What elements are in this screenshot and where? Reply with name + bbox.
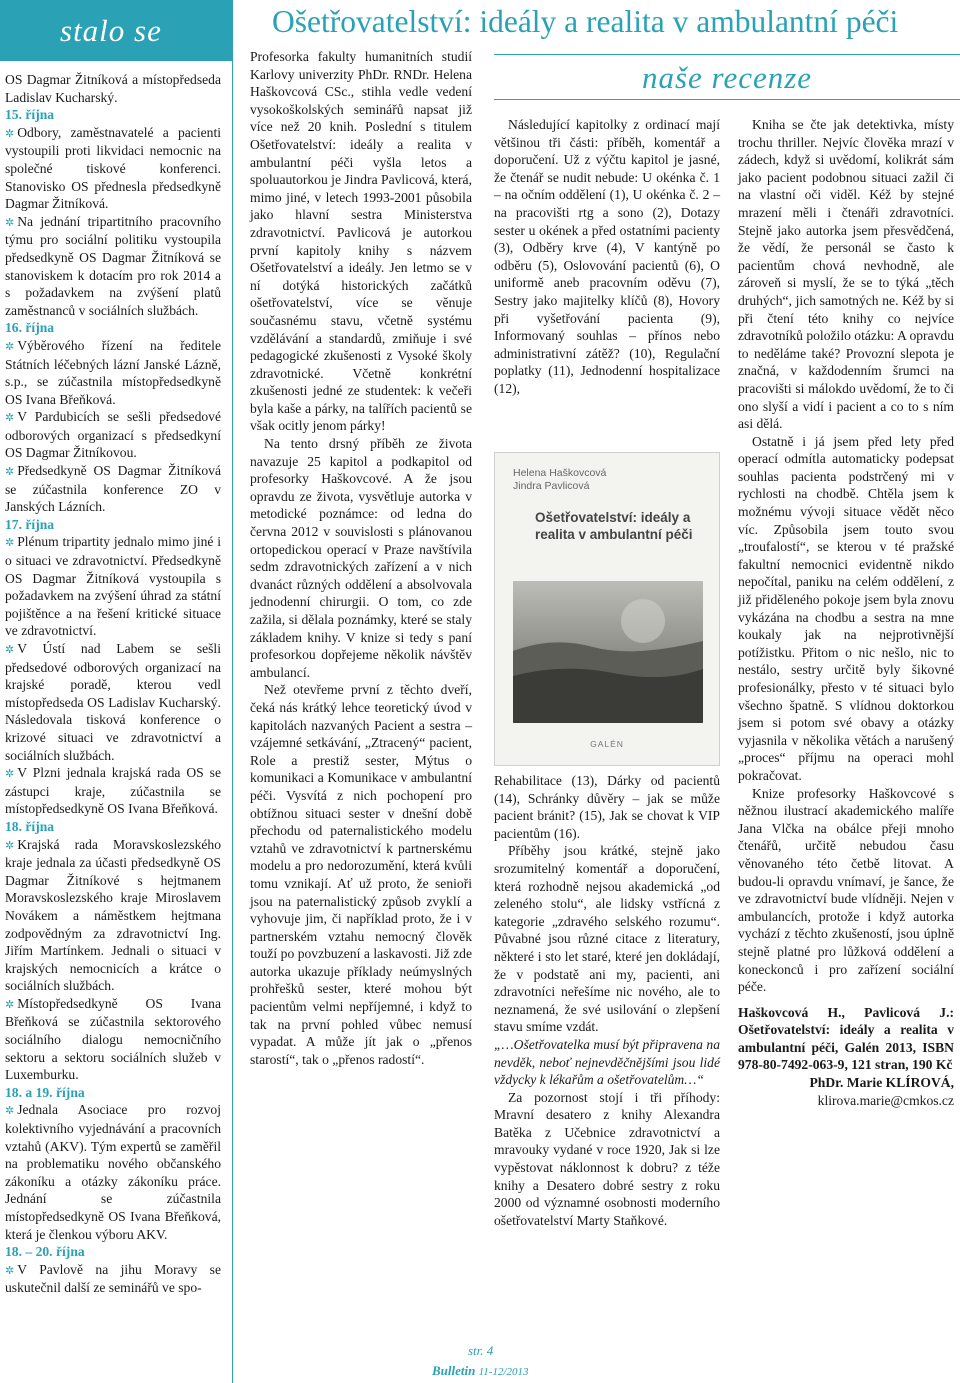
news-item: ✲ Předsedkyně OS Dagmar Žitníková se zúčastnila konference ZO v Janských Lázních. xyxy=(5,463,221,515)
article-column-3 xyxy=(738,116,954,1109)
book-cover-image xyxy=(494,452,720,766)
star-bullet-icon: ✲ xyxy=(5,997,15,1011)
star-bullet-icon: ✲ xyxy=(5,1263,15,1277)
news-item: ✲ V Plzni jednala krajská rada OS se zástupci kraje, zúčastnila se místopředsedkyně OS Ivana Břeňková. xyxy=(5,765,221,817)
date-heading: 18. a 19. října xyxy=(5,1084,85,1100)
book-cover-painting xyxy=(513,581,703,723)
paragraph: Příběhy jsou krátké, stejně jako srozumitelný komentář a doporučení, která rozhodně nejsou akademická „od zeleného stolu“, ale lidsky vstřícná z kategorie „zdravého selského rozumu“. Půvabné jsou různé citace z literatury, některé i sto let staré, které jen dokládají, že v podstatě ani my, pacienti, ani zdravotníci neřešíme nic nového, ale to neznamená, že své usilování o zlepšení stavu smíme vzdát. xyxy=(494,843,720,1035)
star-bullet-icon: ✲ xyxy=(5,536,15,550)
date-heading: 18. – 20. října xyxy=(5,1244,85,1260)
news-item: ✲ Krajská rada Moravskoslezského kraje jednala za účasti předsedkyně OS Dagmar Žitníkové s hejtmanem Moravskoslezského kraje Miroslavem Novákem a náměstkem hejtmana zodpovědným za zdravotnictví Ing. Jiřím Martínkem. Jednali o situaci v krajských nemocnicích a krátce o sociálních službách. xyxy=(5,836,221,994)
news-item: ✲ V Pavlově na jihu Moravy se uskutečnil další ze seminářů ve spo- xyxy=(5,1261,221,1296)
book-authors: Helena Haškovcová Jindra Pavlicová xyxy=(513,467,607,492)
intro-text: OS Dagmar Žitníková a místopředseda Ladislav Kucharský. xyxy=(5,72,221,105)
star-bullet-icon: ✲ xyxy=(5,838,15,852)
article-column-2 xyxy=(494,116,720,398)
book-citation: Haškovcová H., Pavlicová J.: Ošetřovatelství: ideály a realita v ambulantní péči, Galén 2013, ISBN 978-80-7492-063-9, 121 stran, 190 Kč xyxy=(738,1004,954,1073)
paragraph: Kniha se čte jak detektivka, místy trochu thriller. Nejvíc člověka mrazí v zádech, když si uvědomí, kolikrát sám jako pacient podobnou situaci zažil či na vlastní oči viděl. Kéž by stejné mrazení měli i čtenáři zdravotníci. Stejně jako autorka jsem přesvědčená, že vědí, že personál se často k pacientům chová nevhodně, ale zároveň si myslí, že se to týká „těch druhých“, jich samotných ne. Kéž by si při čtení této knihy co nejvíce zdravotníků položilo otázku: A opravdu to neděláme také? Provozní slepota je značná, v každodenním šrumci na pracovišti si málokdo uvědomí, že to či ono slyší a vidí i pacient a co to s ním asi dělá. xyxy=(738,117,954,432)
article-column-2-continued xyxy=(494,772,720,1229)
magazine-name: Bulletin xyxy=(432,1363,476,1378)
paragraph: Za pozornost stojí i tři příhody: Mravní desatero z knihy Alexandra Batěka z Učebnice zdravotnictví a mravouky vydané v roce 1920, Jak si lze vypěstovat náklonnost k dobru? z téže knihy a Desatero dobré sestry z roku 2000 od významné osobnosti moderního ošetřovatelství Marty Staňkové. xyxy=(494,1089,720,1228)
paragraph: Ostatně i já jsem před lety před operací odmítla automaticky podepsat souhlas pacienta podstrčený mi v rychlosti na chodbě. Chtěla jsem k možnému vývoji situace vědět něco víc. Způsobila jsem touto svou „troufalostí“, se kterou v té pražské fakultní nemocnici evidentně nikdo nepočítal, paniku na celém oddělení, z již přiděleného pokoje jsem byla znovu vykázána na chodbu a sestra na mne koukaly jak na nejprotivnější potížistku. Přitom o nic nešlo, nic to nestálo, sestry určitě byly šikovné profesionálky, přesto v té situaci bylo všechno špatně. S vlídnou doktorkou jsem si potom své obavy a otázky vyjasnila v několika větách a narušený „proces“ příjmu na operaci mohl pokračovat. xyxy=(738,433,954,783)
paragraph: Následující kapitolky z ordinací mají většinou tři části: příběh, komentář a doporučení. Už z výčtu kapitol je jasné, že čtenář se nudit nebude: U okénka č. 1 – na očním oddělení (1), U okénka č. 2 – na pracovišti rtg a sono (2), Dotazy sester u okének a před ostatními pacienty (3), Odběry krve (4), V kantýně po odběru (5), Oslovování pacientů (6), O uniformě aneb pracovním oděvu (7), Sestry jako majitelky klíčů (8), Hovory při vyšetřování pacienta (9), Informovaný souhlas – přínos nebo administrativní zátěž? (10), Regulační poplatky (11), Jednodenní hospitalizace (12), xyxy=(494,117,720,396)
news-item: ✲ Plénum tripartity jednalo mimo jiné i o situaci ve zdravotnictví. Předsedkyně OS Dagmar Žitníková vystoupila s požadavkem na zvýšení úhrad za státní pojištěnce a na řešení kritické situace ve zdravotnictví. xyxy=(5,534,221,639)
magazine-footer xyxy=(432,1363,529,1379)
paragraph: Knize profesorky Haškovcové s něžnou ilustrací akademického malíře Jana Vlčka na obálce přeji mnoho čtenářů, určitě nebudou času věnovaného této četbě litovat. A budou-li opravdu vnímaví, je šance, že ve zdravotnictví bude vlídněji. Nejen v ambulancích, protože i když autorka vychází z těchto zkušeností, jsou úplně stejně platné pro lůžková oddělení a koneckonců i pro zařízení sociální péče. xyxy=(738,785,954,995)
star-bullet-icon: ✲ xyxy=(5,215,15,229)
star-bullet-icon: ✲ xyxy=(5,767,15,781)
column-divider xyxy=(232,0,233,1383)
star-bullet-icon: ✲ xyxy=(5,643,15,656)
paragraph: Rehabilitace (13), Dárky od pacientů (14), Schránky důvěry – jak se může pacient bránit? (15), Jak se chovat k VIP pacientům (16). xyxy=(494,773,720,841)
date-heading: 16. října xyxy=(5,320,55,336)
star-bullet-icon: ✲ xyxy=(5,339,15,353)
star-bullet-icon: ✲ xyxy=(5,411,15,425)
news-item: ✲ Odbory, zaměstnavatelé a pacienti vystoupili proti likvidaci nemocnic na společné tiskové konferenci. Stanovisko OS přednesla předsedkyně Dagmar Žitníková. xyxy=(5,124,221,212)
author-name: PhDr. Marie KLÍROVÁ, xyxy=(809,1075,954,1091)
section-banner-nase-recenze: naše recenze xyxy=(494,54,960,100)
star-bullet-icon: ✲ xyxy=(5,126,15,140)
news-column xyxy=(5,71,221,1297)
author-email: klirova.marie@cmkos.cz xyxy=(817,1092,954,1108)
paragraph: Na tento drsný příběh ze života navazuje 25 kapitol a podkapitol od profesorky Haškovcové. A že jsou opravdu ze života, vysvětluje autorka v metodické poznámce: od ledna do června 2012 v souvislosti s plánovanou ortopedickou operací v Praze navštívila sedm zdravotnických zařízení a v nich dvanáct různých oddělení a absolvovala jednodenní chirurgii. O tom, co zde zažila, si dělala poznámky, které se staly základem knihy. V knize si tedy s paní profesorkou dopřejeme několik návštěv ambulancí. xyxy=(250,436,472,680)
page-number: str. 4 xyxy=(468,1343,494,1358)
date-heading: 17. října xyxy=(5,516,55,532)
news-item: ✲ Místopředsedkyně OS Ivana Břeňková se zúčastnila sektorového sociálního dialogu nemocničního sektoru a sektoru sociálních služeb v Luxemburku. xyxy=(5,995,221,1083)
section-banner-stalo-se: stalo se xyxy=(0,0,232,61)
date-heading: 15. října xyxy=(5,107,55,123)
book-cover-title: Ošetřovatelství: ideály a realita v ambulantní péči xyxy=(535,510,693,542)
article-title: Ošetřovatelství: ideály a realita v ambulantní péči xyxy=(272,4,899,39)
star-bullet-icon: ✲ xyxy=(5,1104,15,1118)
news-item: ✲ V Ústí nad Labem se sešli předsedové odborových organizací na krajské poradě, kterou vedl místopředseda OS Ladislav Kucharský. Následovala tisková konference o krizové situaci ve zdravotnictví a sociálních službách. xyxy=(5,641,221,763)
quote: „…Ošetřovatelka musí být připravena na nevděk, neboť nejnevděčnějšími jsou lidé vždycky k lékařům a ošetřovatelům…“ xyxy=(494,1036,720,1088)
magazine-issue: 11-12/2013 xyxy=(478,1366,529,1378)
paragraph: Než otevřeme první z těchto dveří, čeká nás krátký lehce teoretický úvod v kapitolách nazvaných Pacient a sestra – vzájemné setkávání, „Ztracený“ pacient, Role a prestiž sester, Mýtus o komunikaci a Komunikace v ambulantní péči. Vysvítá z nich pochopení pro obtížnou situaci sester v dnešní době přechodu od paternalistického modelu vztahů ve zdravotnictví k partnerskému modelu a pro nedorozumění, která kvůli tomu vznikají. Ať už proto, že senioři jsou na paternalistický způsob zvyklí a vyhovuje jim, či například proto, že i v partnerském vztahu nemocný člověk touží po povzbuzení a laskavosti. Již zde autorka ukazuje příklady neúmyslných prohřešků sester, které mohou být pacientům velmi nepříjemné, i když to tak na první pohled vůbec nemusí vypadat. A může jít jak o „přenos starostí“, tak o „přenos radostí“. xyxy=(250,682,472,1067)
article-column-1 xyxy=(250,48,472,1068)
star-bullet-icon: ✲ xyxy=(5,465,15,479)
news-item: ✲ Výběrového řízení na ředitele Státních léčebných lázní Janské Lázně, s.p., se zúčastnila místopředsedkyně OS Ivana Břeňková. xyxy=(5,337,221,407)
book-publisher: GALÉN xyxy=(590,739,624,749)
news-item: ✲ Na jednání tripartitního pracovního týmu pro sociální politiku vystoupila předsedkyně OS Dagmar Žitníková se stanoviskem k dotacím pro rok 2014 a s požadavkem na zvýšení platů zaměstnanců v sociálních službách. xyxy=(5,213,221,318)
date-heading: 18. října xyxy=(5,818,55,834)
news-item: ✲ Jednala Asociace pro rozvoj kolektivního vyjednávání a pracovních vztahů (AKV). Tým expertů se zaměřil na problematiku nového občanského zákoníku a otázky zákoníku práce. Jednání se zúčastnila místopředsedkyně OS Ivana Břeňková, která je členkou výboru AKV. xyxy=(5,1102,221,1242)
news-item: ✲ V Pardubicích se sešli předsedové odborových organizací s předsedkyní OS Dagmar Žitníkovou. xyxy=(5,409,221,461)
paragraph: Profesorka fakulty humanitních studií Karlovy univerzity PhDr. RNDr. Helena Haškovcová CSc., stihla vedle vedení vysokoškolských seminářů napsat již více než 20 knih. Poslední s titulem Ošetřovatelství: ideály a realita v ambulantní péči vyšla letos a spoluautorkou je Jindra Pavlicová, která, mimo jiné, v letech 1993-2001 působila jako hlavní sestra Ministerstva zdravotnictví. Pavlicová je autorkou první kapitoly knihy s názvem Ošetřovatelství a ideály. Jen letmo se v ní dotýká historických začátků ošetřovatelství, více se věnuje současnému stavu, včetně systému vzdělávání a standardů, zmiňuje i své pedagogické zkušenosti z Vysoké školy zdravotnické. Včetně konkrétní zkušenosti jedné ze studentek: k večeři byla kaše a párky, na talířích pacientů se však ocitly jenom párky! xyxy=(250,49,472,434)
